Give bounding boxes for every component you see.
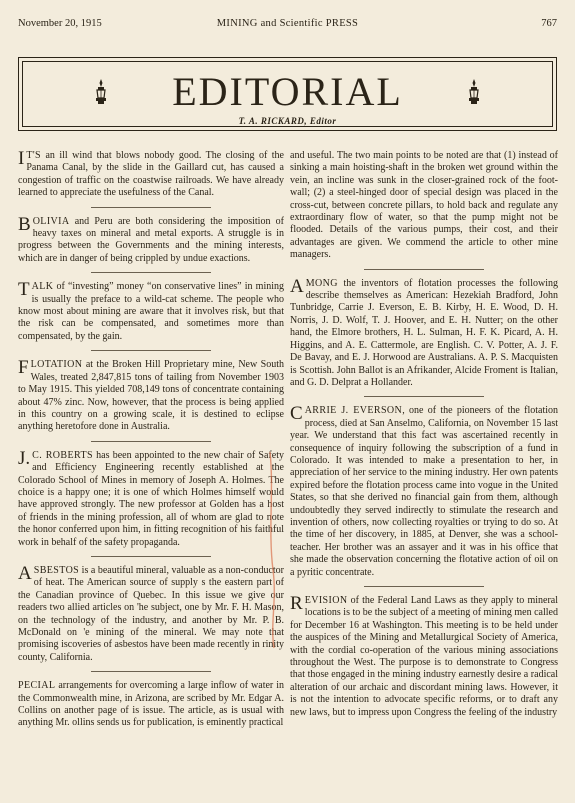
journal-name: MINING and Scientific PRESS [216,18,359,29]
paragraph-roberts: J. C. ROBERTS has been appointed to the new chair of Safety and Efficiency Engineering recently established at the Colorado School of Mines in memory of Joseph A. Holmes. The choice is a happy one; it is one of which Holmes himself would have approved strongly. The new professor at Golden has a host of friends in the mining profession, all of whom are glad to note the honor conferred upon him, in fitting recognition of his faithful work in behalf of the safety propaganda. [18,447,284,548]
page-number: 767 [541,18,557,29]
divider [364,269,484,270]
paragraph-asbestos: ASBESTOS is a beautiful mineral, valuable as a non-conductor of heat. The American source of supply s the eastern part of the Canadian province of Quebec. In this issue we give our readers two allied articles on 'he subject, one by Mr. F. H. Mason, on the technology of the industry, and another by Mr. P. B. McDonald on 'e mining of the mineral. We may note that promising iscoveries of asbestos have been made recently in rinity county, California. [18,562,284,663]
red-margin-mark [266,450,280,650]
editor-credit: T. A. RICKARD, Editor [238,116,337,126]
paragraph-commonwealth-cont: and useful. The two main points to be noted are that (1) instead of sinking a main hoisting-shaft in the broken wet ground within the vein, an incline was sunk in the closer-grained rock of the foot-wall; (2) a steel-hinged door of special design was placed in the cross-cut, between concrete pillars, to hold back and regulate any extraordinary flow of water, so that the pump might not be flooded. Details of the various pumps, their cost, and their advantages are given. We commend the article to other mine managers. [290,150,558,261]
paragraph-bolivia: BOLIVIA and Peru are both considering the imposition of heavy taxes on mineral and metal exports. A struggle is in progress between the Governments and the mining interests, which are in danger of being crippled by undue exactions. [18,213,284,264]
divider [91,441,211,442]
paragraph-flotation: FLOTATION at the Broken Hill Proprietary mine, New South Wales, treated 2,847,815 tons of tailing from November 1903 to May 1915. This yielded 708,149 tons of concentrate containing about 47% zinc. Now, however, that the process is being applied in this country on a growing scale, it is destined to eclipse anything heretofore done in Australia. [18,357,284,433]
divider [91,350,211,351]
divider [364,586,484,587]
miners-lamp-icon [466,78,482,106]
paragraph-revision: REVISION of the Federal Land Laws as they apply to mineral locations is to be the subject of a meeting of mining men called for December 16 at Washington. This meeting is to be held under the auspices of the Mining and Metallurgical Society of America, with the cordial co-operation of the various mining associations throughout the West. The purpose is to demonstrate to Congress that those engaged in the mining industry earnestly desire a radical alteration of our archaic and discordant mining laws. However, it is not the intention to advocate specific reforms, or to draft any new laws, but to impress upon Congress the feeling of the industry [290,593,558,718]
page-title: EDITORIAL [172,69,403,114]
editorial-banner [18,57,557,131]
paragraph-panama: I T'S an ill wind that blows nobody good. The closing of the Panama Canal, by the slide in the Gaillard cut, has caused a congestion of traffic on the coastwise railroads. We have already learned to appreciate the usefulness of the Canal. [18,148,284,199]
issue-date: November 20, 1915 [18,18,102,29]
divider [91,272,211,273]
divider [364,396,484,397]
left-column [18,150,284,803]
divider [91,671,211,672]
divider [91,207,211,208]
right-column [290,150,558,803]
paragraph-inventors: AMONG the inventors of flotation processes the following describe themselves as American: Hezekiah Bradford, John Tunbridge, Carrie J. Everson, E. B. Kirby, H. E. Wood, D. H. Norris, J. D. Wolf, T. J. Hoover, and E. H. Nutter; on the other hand, the Elmore brothers, H. L. Sulman, H. F. K. Picard, A. H. Higgins, and A. E. Cattermole, are English. C. V. Potter, A. J. F. De Bavay, and E. J. Horwood are Australians. A. P. S. Macquisten is Scottish. John Ballot is an Afrikander, Alcide Froment is Italian, and G. D. Delprat a Hollander. [290,275,558,388]
paragraph-investing: TALK of “investing” money “on conservative lines” in mining is usually the preface to a wild-cat scheme. The people who know most about mining are aware that it involves risk, but that the risk can be compensated, and sometimes more than compensated, by the gain. [18,279,284,342]
running-header [18,18,557,32]
divider [91,556,211,557]
paragraph-everson: CARRIE J. EVERSON, one of the pioneers of the flotation process, died at San Anselmo, California, on November 15 last year. We understand that this fact was ascertained recently in consequence of inquiry following the subscription of a fund in Colorado. It was intended to make a presentation to her, in appreciation of her service to the mining industry. Her own patents expired before the flotation process came into vogue in the United States, so that she derived no financial gain from them, although undoubtedly they served indirectly to stimulate the research and invention of others, now collecting royalties or trying to do so. At the time of her discovery, in 1885, at Denver, she was a school-teacher. Her brother was an assayer and it was in his office that she made the observation concerning the flotative action of oil on a pyritic concentrate. [290,403,559,578]
paragraph-special: PECIAL arrangements for overcoming a large inflow of water in the Commonwealth mine, in Arizona, are scribed by Mr. Edgar A. Collins on another page of is issue. The article, as is usual with anything Mr. ollins sends us for publication, is eminently practical [18,680,284,729]
